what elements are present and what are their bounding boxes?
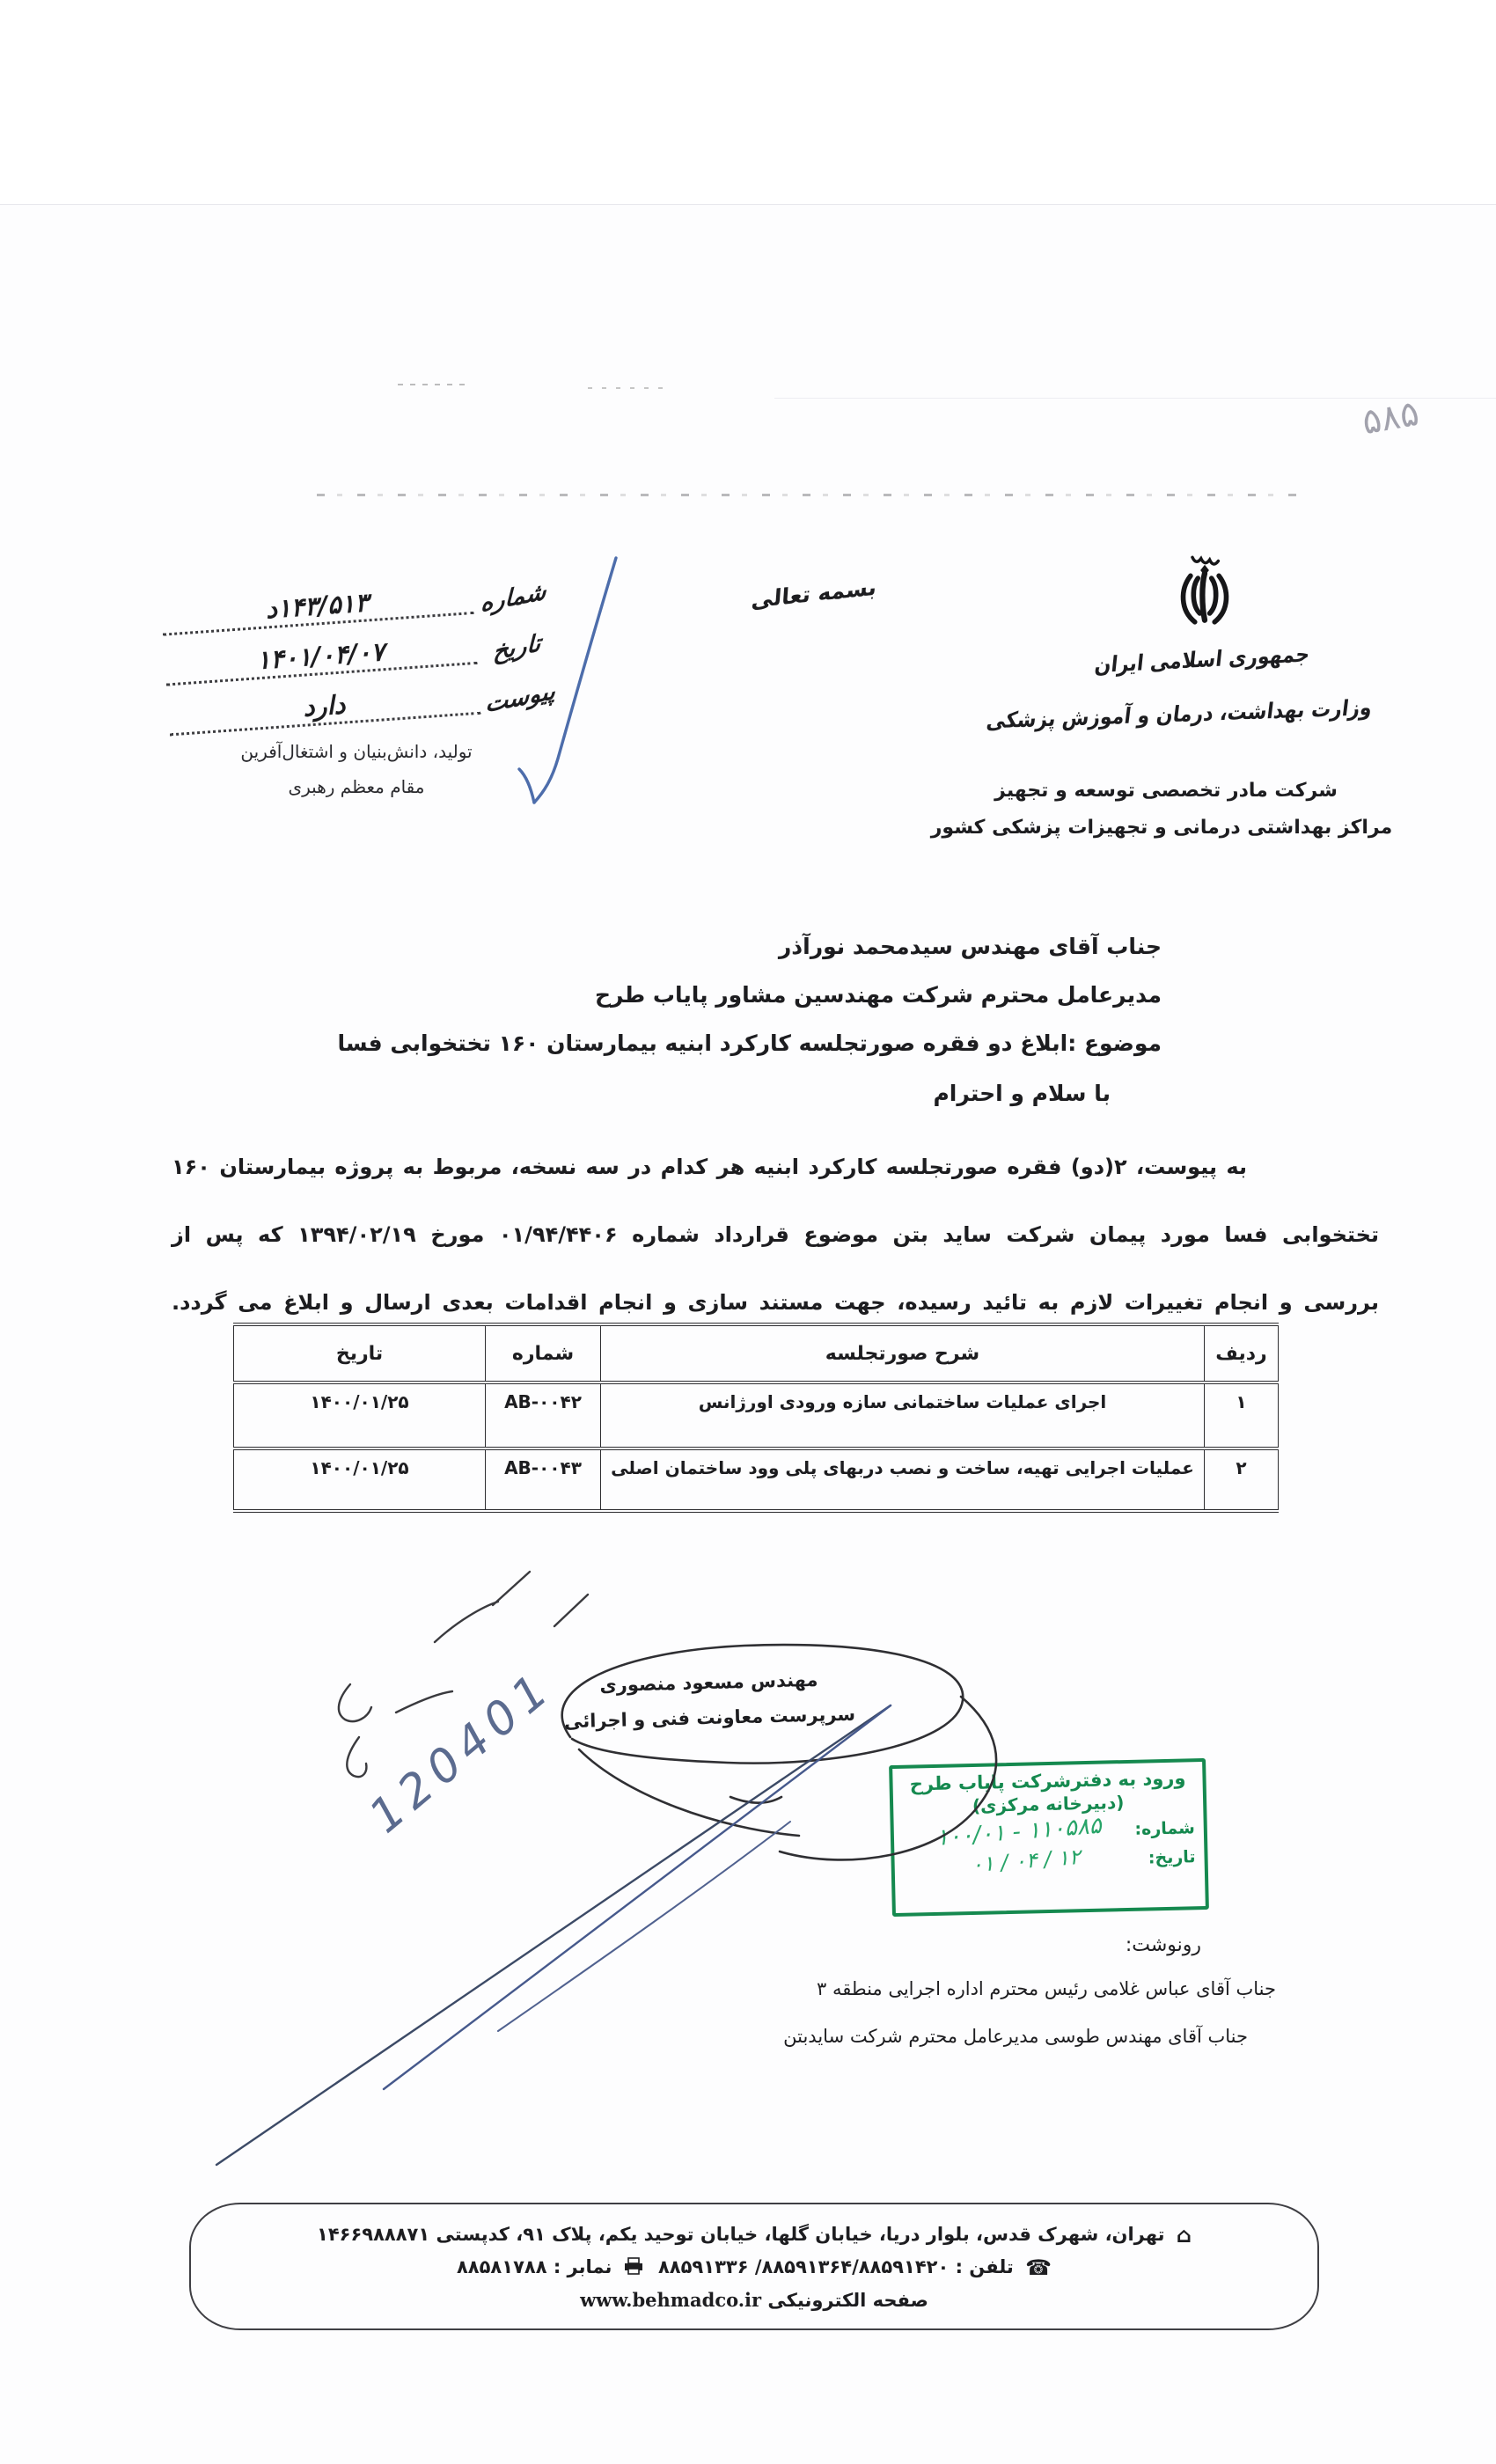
signature-name: مهندس مسعود منصوری xyxy=(599,1668,818,1697)
cc-line-2: جناب آقای مهندس طوسی مدیرعامل محترم شرکت سایدبتن xyxy=(783,2026,1248,2047)
entry-stamp-number-value: ۱۱۰۵۸۵ - ۱۰۰/۰۱ xyxy=(935,1812,1103,1852)
web-url: www.behmadco.ir xyxy=(580,2289,762,2311)
entry-stamp-date-label: تاریخ: xyxy=(1148,1847,1196,1868)
fax-icon xyxy=(624,2257,643,2275)
ref-number-row xyxy=(161,575,555,636)
phone-label: تلفن : xyxy=(955,2256,1014,2277)
cell-description: عملیات اجرایی تهیه، ساخت و نصب دربهای پلی وود ساختمان اصلی xyxy=(601,1448,1205,1511)
scan-top-band xyxy=(0,0,1496,205)
salutation: با سلام و احترام xyxy=(933,1081,1111,1106)
scan-tick-artifact xyxy=(398,384,466,385)
scan-dash-artifact xyxy=(317,494,1302,496)
body-line-2: تختخوابی فسا مورد پیمان شرکت ساید بتن موضوع قرارداد شماره ۰۱/۹۴/۴۴۰۶ مورخ ۱۳۹۴/۰۲/۱۹ که پس از xyxy=(172,1222,1379,1247)
handwritten-blue-number: 120401 xyxy=(359,1660,564,1844)
footer-web-line xyxy=(191,2283,1317,2318)
web-label: صفحه الکترونیکی xyxy=(767,2290,928,2311)
phone-numbers: ۸۸۵۹۱۴۲۰/۸۸۵۹۱۳۶۴/ ۸۸۵۹۱۳۳۶ xyxy=(657,2256,950,2277)
bismillah-text: بسمه تعالی xyxy=(750,574,878,613)
registration-stamp xyxy=(161,575,563,752)
worklog-table xyxy=(233,1323,1279,1513)
republic-calligraphy: جمهوری اسلامی ایران xyxy=(1093,642,1311,678)
fax-label: نمابر : xyxy=(553,2256,612,2277)
entry-stamp-date-value: ۱۲ / ۰۴ / ۰۱ xyxy=(970,1844,1082,1878)
recipient-block xyxy=(337,922,1162,1067)
national-emblem-icon xyxy=(1174,546,1236,644)
recipient-name: جناب آقای مهندس سیدمحمد نورآذر xyxy=(778,934,1162,959)
ref-number-label: شماره xyxy=(480,577,546,618)
subject-line: موضوع :ابلاغ دو فقره صورتجلسه کارکرد ابنیه بیمارستان ۱۶۰ تختخوابی فسا xyxy=(337,1030,1162,1056)
cell-description: اجرای عملیات ساختمانی سازه ورودی اورژانس xyxy=(601,1382,1205,1448)
blue-arrow-ink xyxy=(216,1705,891,2165)
ref-date-value: ۱۴۰۱/۰۴/۰۷ xyxy=(255,636,386,676)
signature-title: سرپرست معاونت فنی و اجرائی xyxy=(563,1703,856,1733)
cell-date: ۱۴۰۰/۰۱/۲۵ xyxy=(234,1448,486,1511)
body-line-3: بررسی و انجام تغییرات لازم به تائید رسیده، جهت مستند سازی و انجام اقدامات بعدی ارسال و ابلاغ می گردد. xyxy=(172,1290,1379,1315)
body-paragraph xyxy=(172,1133,1379,1337)
cell-row-number: ۱ xyxy=(1205,1382,1279,1448)
scan-tick-artifact xyxy=(588,387,672,389)
footer-address-line xyxy=(191,2218,1317,2250)
table-header-row xyxy=(234,1324,1279,1382)
org-line-1: شرکت مادر تخصصی توسعه و تجهیز xyxy=(994,780,1338,802)
header-number: شماره xyxy=(486,1324,601,1382)
body-line-1: به پیوست، ۲(دو) فقره صورتجلسه کارکرد ابنیه هر کدام در سه نسخه، مربوط به پروژه بیمارستان ۱۶۰ xyxy=(172,1155,1247,1179)
recipient-title: مدیرعامل محترم شرکت مهندسین مشاور پایاب طرح xyxy=(595,982,1162,1008)
ministry-calligraphy: وزارت بهداشت، درمان و آموزش پزشکی xyxy=(985,695,1374,735)
cell-number: AB-۰۰۴۲ xyxy=(486,1382,601,1448)
slogan-line-1: تولید، دانش‌بنیان و اشتغال‌آفرین xyxy=(240,741,473,762)
footer-phone-line xyxy=(191,2250,1317,2283)
home-icon: ⌂ xyxy=(1176,2223,1192,2248)
footer-address-text: تهران، شهرک قدس، بلوار دریا، خیابان گلها، خیابان توحید یکم، پلاک ۹۱، کدپستی ۱۴۶۶۹۸۸۸۷۱ xyxy=(317,2224,1165,2245)
ref-number-value: ۱۴۳/۵۱۳د xyxy=(264,587,370,625)
footer-box xyxy=(189,2203,1319,2330)
entry-stamp-number-label: شماره: xyxy=(1134,1818,1196,1839)
header-date: تاریخ xyxy=(234,1324,486,1382)
cell-date: ۱۴۰۰/۰۱/۲۵ xyxy=(234,1382,486,1448)
table-row xyxy=(234,1448,1279,1511)
fax-value: ۸۸۵۸۱۷۸۸ xyxy=(456,2256,547,2277)
ref-date-label: تاریخ xyxy=(492,629,541,666)
cc-line-1: جناب آقای عباس غلامی رئیس محترم اداره اجرایی منطقه ۳ xyxy=(817,1978,1276,1999)
corner-handwritten-mark: ۵۸۵ xyxy=(1359,392,1422,444)
cc-label: رونوشت: xyxy=(1125,1934,1201,1956)
entry-stamp xyxy=(889,1758,1209,1917)
cell-row-number: ۲ xyxy=(1205,1448,1279,1511)
header-description: شرح صورتجلسه xyxy=(601,1324,1205,1382)
ref-attachment-value: دارد xyxy=(302,689,347,722)
ref-attachment-label: پیوست xyxy=(485,677,556,719)
org-line-2: مراکز بهداشتی درمانی و تجهیزات پزشکی کشور xyxy=(930,817,1393,839)
table-row xyxy=(234,1382,1279,1448)
slogan-line-2: مقام معظم رهبری xyxy=(288,776,425,797)
cell-number: AB-۰۰۴۳ xyxy=(486,1448,601,1511)
header-row-number: ردیف xyxy=(1205,1324,1279,1382)
entry-stamp-title: ورود به دفترشرکت پایاب طرح xyxy=(909,1767,1186,1795)
entry-stamp-subtitle: (دبیرخانه مرکزی) xyxy=(972,1792,1125,1816)
phone-icon: ☎ xyxy=(1025,2255,1052,2280)
slogan-block xyxy=(180,741,532,797)
ref-date-row xyxy=(165,625,559,686)
ref-attachment-row xyxy=(168,674,562,736)
